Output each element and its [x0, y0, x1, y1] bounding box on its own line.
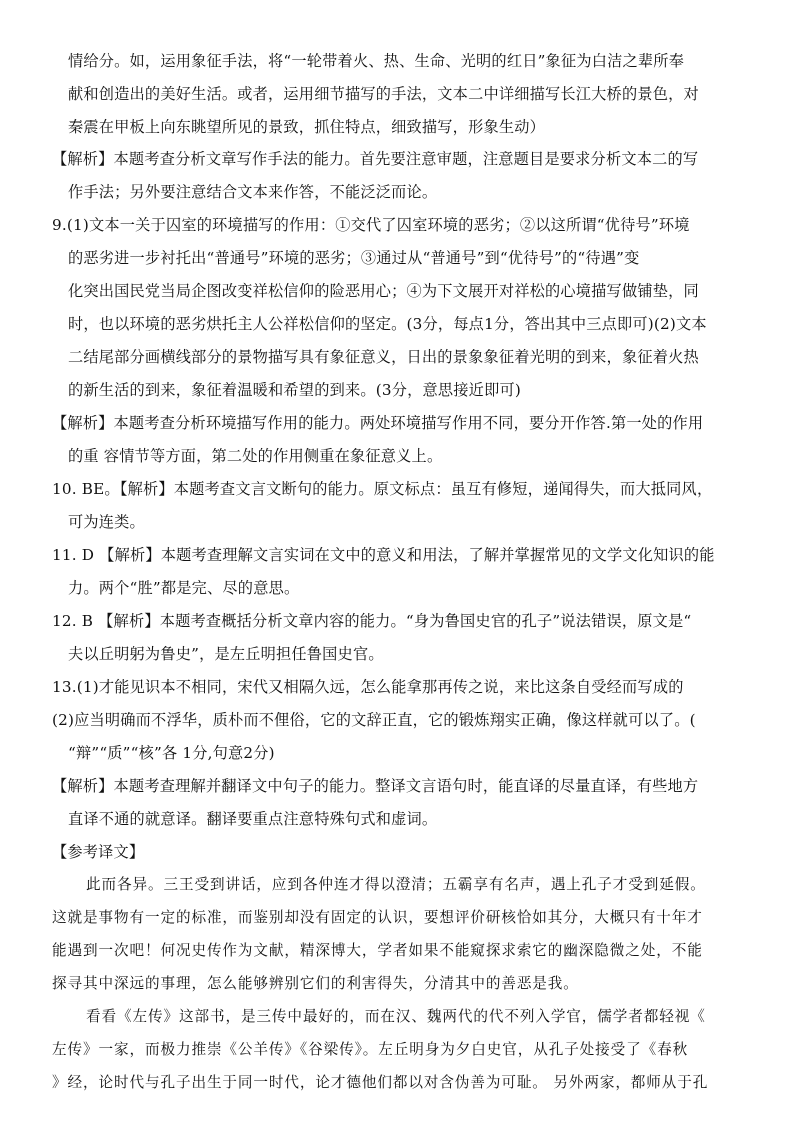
translation-line: 左传》一家，而极力推崇《公羊传》《谷梁传》。左丘明身为夕白史官，从孔子处接受了《春秋 [52, 1041, 689, 1058]
answer-11-line: 11. D 【解析】本题考查理解文言实词在文中的意义和用法，了解并掌握常见的文学文化知识的能 [52, 546, 715, 564]
text-line: 献和创造出的美好生活。或者，运用细节描写的手法，文本二中详细描写长江大桥的景色，对 [68, 85, 699, 103]
answer-10-line: 10. BE。【解析】本题考查文言文断句的能力。原文标点：虽互有修短，递闻得失，而大抵同风， [52, 480, 713, 498]
analysis-line: 【解析】本题考查理解并翻译文中句子的能力。整译文言语句时，能直译的尽量直译，有些地方 [52, 777, 699, 795]
text-line: 情给分。如，运用象征手法，将“一轮带着火、热、生命、光明的红日”象征为白洁之辈所奉 [68, 52, 685, 70]
analysis-line: 【解析】本题考查分析文章写作手法的能力。首先要注意审题，注意题目是要求分析文本二的写 [52, 150, 699, 168]
answer-12-line: 12. B 【解析】本题考查概括分析文章内容的能力。“身为鲁国史官的孔子”说法错误，原文是“ [52, 612, 692, 630]
translation-line: 》经，论时代与孔子出生于同一时代，论才德他们都以对含伪善为可耻。 另外两家，都师从于孔 [52, 1074, 709, 1091]
text-line: (2)应当明确而不浮华，质朴而不俚俗，它的文辞正直，它的锻炼翔实正确，像这样就可以了。( [52, 711, 696, 729]
translation-line: 探寻其中深远的事理，怎么能够辨别它们的利害得失，分清其中的善恶是我。 [52, 975, 579, 992]
text-line: 的重 容情节等方面，第二处的作用侧重在象征意义上。 [68, 447, 443, 465]
translation-line: 能遇到一次吧！何况史传作为文献，精深博大，学者如果不能窥探求索它的幽深隐微之处，不能 [52, 942, 703, 959]
text-line: 化突出国民党当局企图改变祥松信仰的险恶用心；④为下文展开对祥松的心境描写做铺垫，同 [68, 282, 699, 300]
translation-line: 看看《左传》这部书，是三传中最好的，而在汉、魏两代的代不列入学官，儒学者都轻视《 [86, 1008, 706, 1025]
text-line: 时，也以环境的恶劣烘托主人公祥松信仰的坚定。(3分，每点1分，答出其中三点即可)(2)文本 [68, 315, 707, 333]
text-line: 力。两个“胜”都是完、尽的意思。 [68, 579, 300, 597]
text-line: 可为连类。 [68, 513, 145, 531]
text-line: 夫以丘明躬为鲁史”，是左丘明担任鲁国史官。 [68, 645, 384, 663]
answer-9-line: 9.(1)文本一关于囚室的环境描写的作用：①交代了囚室环境的恶劣；②以这所谓“优待号”环境 [52, 216, 690, 234]
text-line: 的恶劣进一步衬托出“普通号”环境的恶劣；③通过从“普通号”到“优待号”的“待遇”变 [68, 249, 640, 267]
analysis-line: 【解析】本题考查分析环境描写作用的能力。两处环境描写作用不同，要分开作答.第一处的作用 [52, 414, 704, 432]
section-heading: 【参考译文】 [52, 843, 145, 861]
text-line: 秦震在甲板上向东眺望所见的景致，抓住特点，细致描写，形象生动） [68, 118, 546, 136]
text-line: 作手法；另外要注意结合文本来作答，不能泛泛而论。 [68, 183, 438, 201]
translation-line: 此而各异。三王受到讲话，应到各仲连才得以澄清；五霸享有名声，遇上孔子才受到延假。 [86, 876, 706, 893]
text-line: 的新生活的到来，象征着温暖和希望的到来。(3分，意思接近即可) [68, 381, 521, 399]
text-line: 直译不通的就意译。翻译要重点注意特殊句式和虚词。 [68, 810, 438, 828]
answer-13-line: 13.(1)才能见识本不相同，宋代又相隔久远，怎么能拿那再传之说，来比这条自受经而写成的 [52, 678, 684, 696]
text-line: “辩”“质”“核”各 1分,句意2分) [68, 744, 275, 762]
text-line: 二结尾部分画横线部分的景物描写具有象征意义，日出的景象象征着光明的到来，象征着火热 [68, 348, 699, 366]
translation-line: 这就是事物有一定的标准，而鉴别却没有固定的认识，要想评价研核恰如其分，大概只有十年才 [52, 909, 703, 926]
